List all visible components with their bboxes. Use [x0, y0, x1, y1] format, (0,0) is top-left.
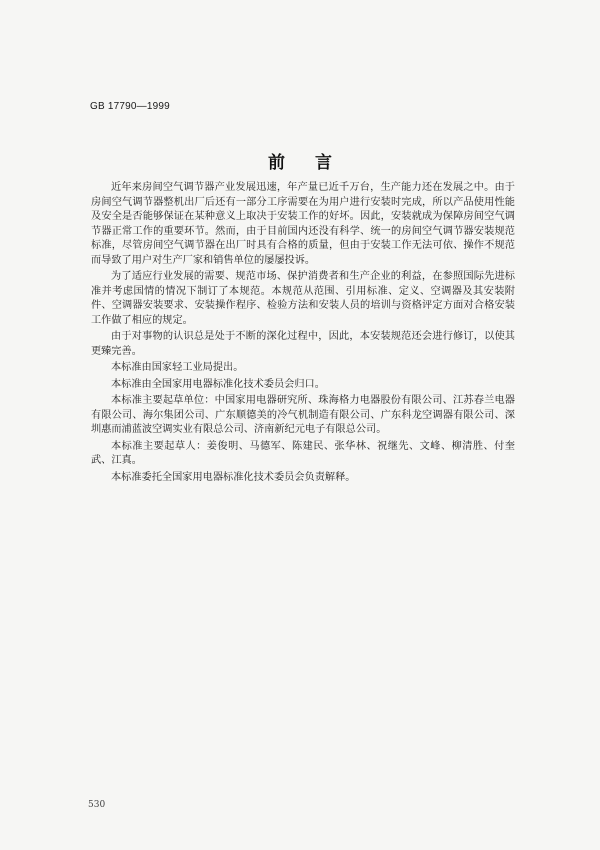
paragraph-purpose: 为了适应行业发展的需要、规范市场、保护消费者和生产企业的利益，在参照国际先进标准并考虑国情的情况下制订了本规范。本规范从范围、引用标准、定义、空调器及其安装附件、空调器安装要求、安装操作程序、检验方法和安装人员的培训与资格评定方面对合格安装工作做了相应的规定。 — [91, 271, 515, 326]
standard-code: GB 17790—1999 — [90, 101, 170, 112]
paragraph-interpretation: 本标准委托全国家用电器标准化技术委员会负责解释。 — [111, 471, 356, 483]
paragraph-drafters: 本标准主要起草人：姜俊明、马德军、陈建民、张华林、祝继先、文峰、柳清胜、付奎武、江真。 — [91, 440, 515, 466]
preface-body — [91, 181, 515, 485]
paragraph-proposer: 本标准由国家轻工业局提出。 — [111, 362, 244, 373]
paragraph-revision: 由于对事物的认识总是处于不断的深化过程中，因此，本安装规范还会进行修订，以使其更臻完善。 — [91, 331, 515, 357]
paragraph-drafting-units: 本标准主要起草单位：中国家用电器研究所、珠海格力电器股份有限公司、江苏春兰电器有限公司、海尔集团公司、广东顺德美的冷气机制造有限公司、广东科龙空调器有限公司、深圳惠而浦蓝波空调实业有限总公司、济南新纪元电子有限总公司。 — [91, 395, 515, 435]
page-number: 530 — [88, 800, 106, 810]
page-title: 前言 — [268, 153, 362, 173]
paragraph-background: 近年来房间空气调节器产业发展迅速，年产量已近千万台，生产能力还在发展之中。由于房间空气调节器整机出厂后还有一部分工序需要在为用户进行安装时完成，所以产品使用性能及安全是否能够保证在某种意义上取决于安装工作的好坏。因此，安装就成为保障房间空气调节器正常工作的重要环节。然而，由于目前国内还没有科学、统一的房间空气调节器安装规范标准，尽管房间空气调节器在出厂时具有合格的质量，但由于安装工作无法可依、操作不规范而导致了用户对生产厂家和销售单位的屡屡投诉。 — [91, 182, 515, 266]
paragraph-administrator: 本标准由全国家用电器标准化技术委员会归口。 — [111, 378, 325, 390]
